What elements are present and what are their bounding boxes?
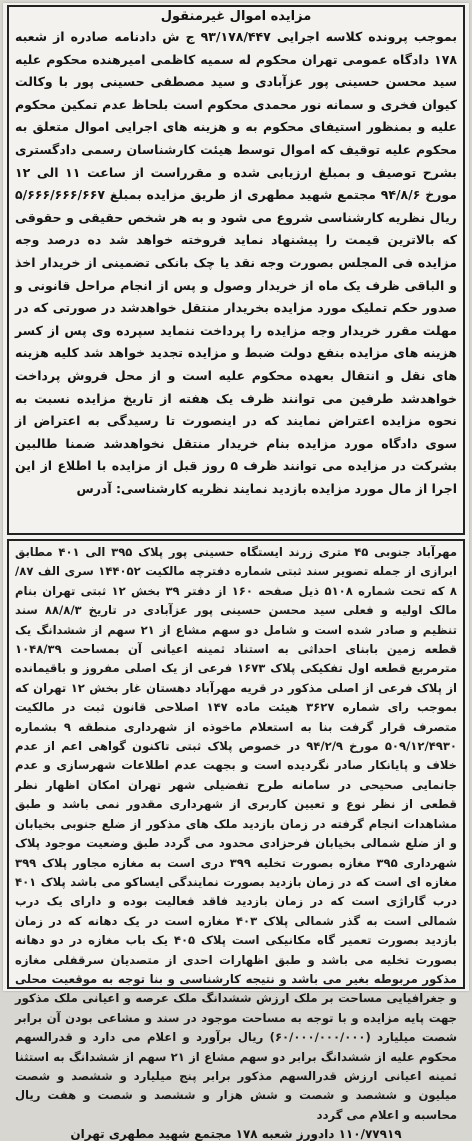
auction-notice-main <box>7 5 465 535</box>
notice-title: مزایده اموال غیرمنقول <box>160 9 312 24</box>
auction-notice-details <box>7 539 465 1141</box>
notice-body-bottom: مهرآباد جنوبی ۴۵ متری زرند ایستگاه حسینی پور پلاک ۳۹۵ الی ۴۰۱ مطابق ابرازی از جمله تصویر سند ثبتی شماره دفترچه مالکیت ۱۴۴۰۵۲ سری الف ۸۷/ ۸ که تحت شماره ۵۱۰۸ ذیل صفحه ۱۶۰ از دفتر ۳۹ بخش ۱۲ ثبتی تهران بنام مالک اولیه و فعلی سید محسن حسینی پور عزآبادی در تاریخ ۸۸/۸/۳ سند تنظیم و صادر شده است و شامل دو سهم مشاع از ۲۱ سهم از ششدانگ یک قطعه زمین بابنای احداثی به استناد ثمینه اعیانی آن بمساحت ۱۰۴۸/۳۹ مترمربع قطعه اول تفکیکی پلاک ۱۶۷۳ فرعی از یک اصلی مفروز و باقیمانده از پلاک فرعی از اصلی مذکور در قریه مهرآباد دهستان غار بخش ۱۲ تهران که بموجب رای شماره ۳۶۲۷ هیئت ماده ۱۴۷ اصلاحی قانون ثبت در مالکیت متصرف قرار گرفت بنا به استعلام ماخوذه از شهرداری منطقه ۹ بشماره ۵۰۹/۱۲/۴۹۳۰ مورخ ۹۴/۲/۹ در خصوص پلاک ثبتی تاکنون گواهی اعم از عدم خلاف و پایانکار صادر نگردیده است و بجهت عدم اطلاعات شهرسازی و عدم جانمایی صحیحی در سامانه طرح تفضیلی شهر تهران امکان اظهار نظر قطعی از نظر نوع و تعیین کاربری از شهرداری مقدور نمی باشد و طبق مشاهدات انجام گرفته در زمان بازدید ملک های مذکور از ضلع جنوبی بخیابان و از ضلع شمالی بخیابان فرحزادی محدود می گردد طبق وضعیت موجود پلاک شهرداری ۳۹۵ مغازه بصورت تخلیه ۳۹۹ دری است به مغازه مجاور پلاک ۳۹۹ مغازه ای است که در زمان بازدید بصورت نمایندگی ایساکو می باشد پلاک ۴۰۱ درب گاراژی است که در زمان بازدید فاقد فعالیت بوده و دارای یک درب شمالی است به گذر شمالی پلاک ۴۰۳ مغازه است در یک دهانه که در زمان بازدید بصورت تعمیر گاه مکانیکی است پلاک ۴۰۵ یک باب مغازه در دو دهانه بصورت تخلیه می باشد و طبق اظهارات احدی از متصدیان سرقفلی مغازه مذکور مربوطه بغیر می باشد و نتیجه کارشناسی و بنا توجه به موقعیت محلی و جغرافیایی مساحت بر ملک ارزش ششدانگ ملک عرصه و اعیانی ملک مذکور جهت پایه مزایده و با توجه به مساحت موجود در سند و مشاعی بودن آن برابر شصت میلیارد (۶۰/۰۰۰/۰۰۰/۰۰۰) ریال برآورد و اعلام می دارد و قدرالسهم محکوم علیه از ششدانگ برابر دو سهم مشاع از ۲۱ سهم از ششدانگ به استثنا ثمینه اعیانی ارزش قدرالسهم مذکور برابر پنج میلیارد و ششصد و شصت میلیون و ششصد و شصت و شش هزار و ششصد و شصت و هفت ریال محاسبه و اعلام می گردد <box>15 545 458 1122</box>
notice-body-top: بموجب پرونده کلاسه اجرایی ۹۳/۱۷۸/۴۴۷ ج ش دادنامه صادره از شعبه ۱۷۸ دادگاه عمومی تهران محکوم له سمیه کاظمی امیرهنده محکوم علیه سید محسن حسینی پور عزآبادی و سید مصطفی حسینی پور با وکالت کیوان فخری و سمانه نور محمدی محکوم است بلحاظ عدم تمکین محکوم علیه و بمنظور استیفای محکوم به و هزینه های اجرایی اموال متعلق به محکوم علیه توقیف که اموال توسط هیئت کارشناسان رسمی دادگستری بشرح توصیف و بمبلغ ارزیابی شده و مقرراست از ساعت ۱۱ الی ۱۲ مورخ ۹۴/۸/۶ مجتمع شهید مطهری از طریق مزایده بمبلغ ۵/۶۶۶/۶۶۶/۶۶۷ ریال نظریه کارشناسی شروع می شود و به هر شخص حقیقی و حقوقی که بالاترین قیمت را پیشنهاد نماید فروخته خواهد شد ده درصد وجه مزایده فی المجلس بصورت وجه نقد یا چک بانکی تضمینی از خریدار اخذ و الباقی ظرف یک ماه از خریدار وصول و پس از انجام مراحل قانونی و صدور حکم تملیک مورد مزایده بخریدار منتقل خواهدشد در صورتی که در مهلت مقرر خریدار وجه مزایده را پرداخت ننماید سپرده وی پس از کسر هزینه های مزایده بنفع دولت ضبط و مزایده تجدید خواهد شد کلیه هزینه های نقل و انتقال بعهده محکوم علیه است و از محل فروش پرداخت خواهدشد طرفین می توانند ظرف یک هفته از تاریخ مزایده نسبت به نحوه مزایده اعتراض نمایند که در اینصورت تا رسیدگی به اعتراض از سوی دادگاه مورد مزایده بنام خریدار منتقل نخواهدشد ضمنا طالبین بشرکت در مزایده می توانند ظرف ۵ روز قبل از مزایده با اطلاع از این اجرا از مال مورد مزایده بازدید نمایند نظریه کارشناسی: آدرس <box>15 29 458 496</box>
newspaper-clipping <box>3 3 469 1141</box>
notice-footer: ۱۱۰/۷۷۹۱۹ دادورز شعبه ۱۷۸ مجتمع شهید مطهری تهران <box>70 1127 402 1141</box>
